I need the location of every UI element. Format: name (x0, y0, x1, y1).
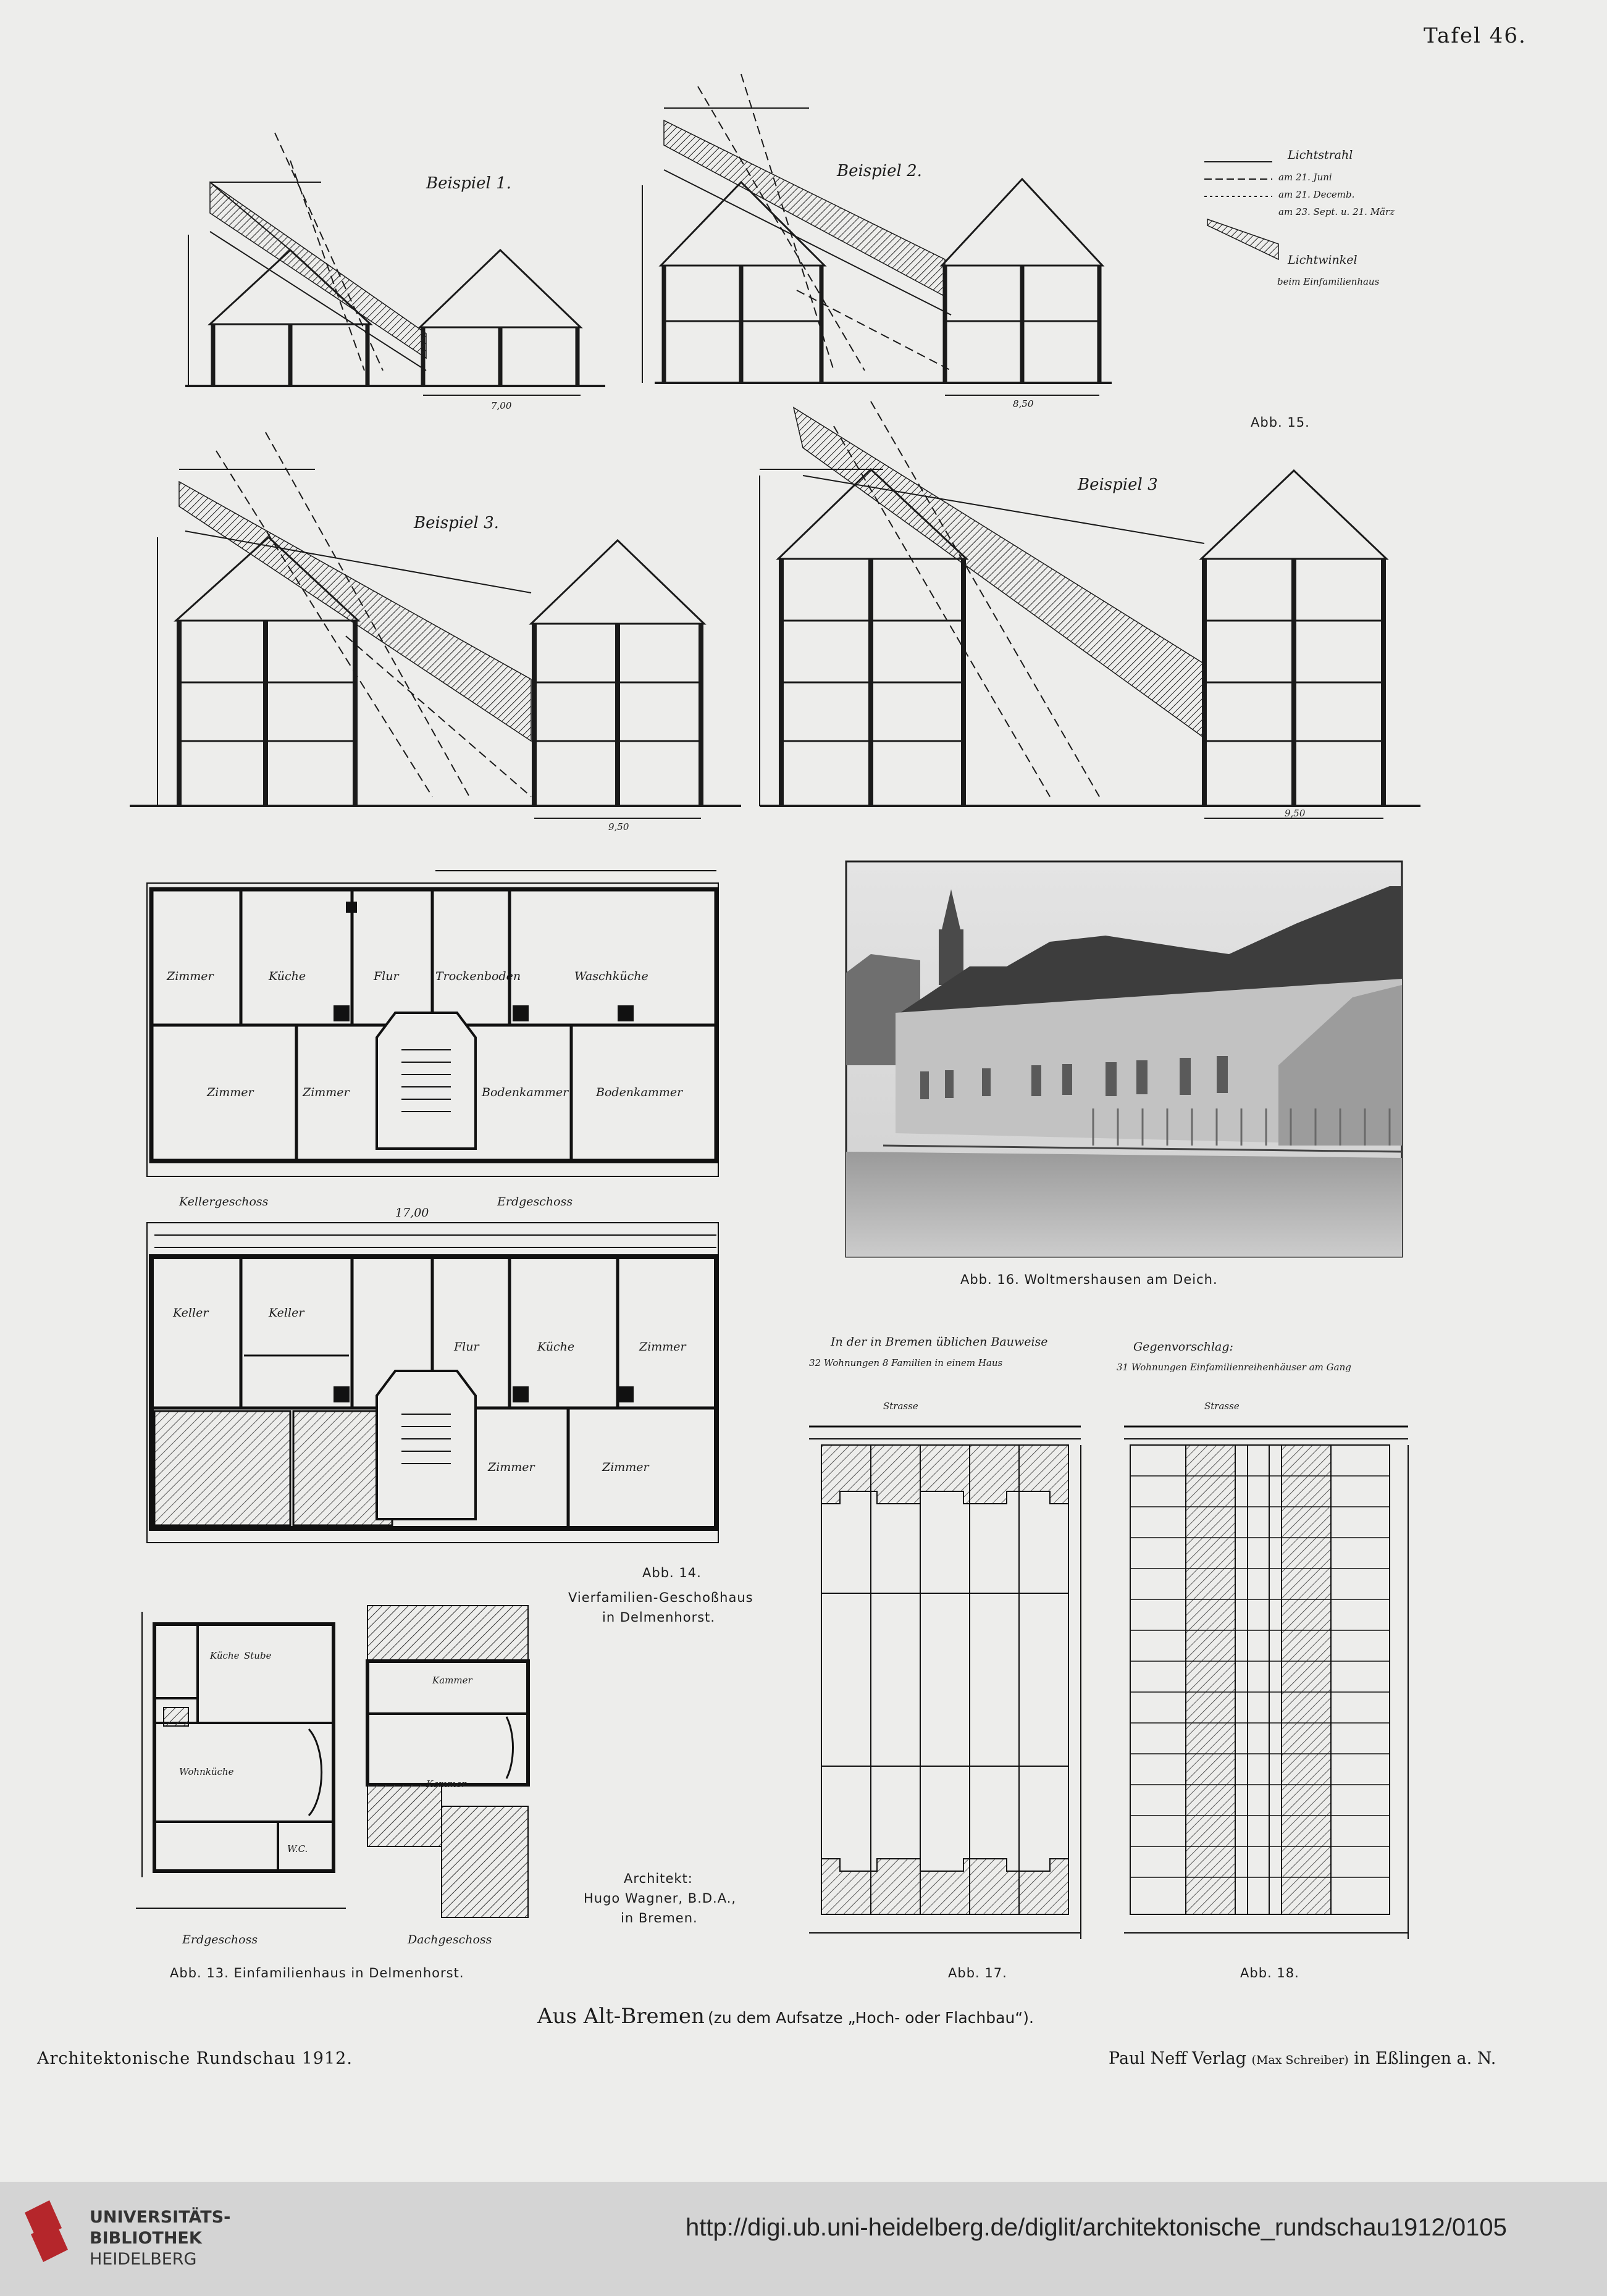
architect-l1: Architekt: (624, 1871, 693, 1886)
abb13-room-kammer-2: Kammer (426, 1779, 466, 1790)
beispiel-3-right-label: Beispiel 3 (1078, 476, 1158, 494)
library-name-3: HEIDELBERG (90, 2250, 197, 2269)
room-b7: Zimmer (602, 1460, 649, 1474)
abb13-caption: Abb. 13. Einfamilienhaus in Delmenhorst. (170, 1966, 464, 1980)
abb13-dachgeschoss: Dachgeschoss (408, 1933, 492, 1946)
abb18-title-2: 31 Wohnungen Einfamilienreihenhäuser am Gang (1117, 1362, 1351, 1373)
page-title-main: Aus Alt-Bremen (537, 2004, 705, 2029)
room-8: Bodenkammer (482, 1086, 569, 1099)
room-5: Waschküche (574, 970, 648, 983)
publisher (1109, 2049, 1496, 2068)
beispiel-3-left-label: Beispiel 3. (414, 514, 499, 532)
room-7: Zimmer (303, 1086, 350, 1099)
room-1: Zimmer (167, 970, 214, 983)
abb18-title-1: Gegenvorschlag: (1133, 1340, 1233, 1354)
legend-title: Lichtstrahl (1288, 148, 1353, 162)
dim-3: 9,50 (608, 821, 629, 832)
abb14-caption-3: in Delmenhorst. (602, 1610, 716, 1625)
library-logo-icon (15, 2200, 71, 2268)
room-3: Flur (374, 970, 399, 983)
abb18-caption: Abb. 18. (1240, 1966, 1299, 1980)
architect-l3: in Bremen. (621, 1911, 698, 1925)
abb14-caption-2: Vierfamilien-Geschoßhaus (568, 1590, 753, 1605)
room-4: Trockenboden (435, 970, 521, 983)
abb17-title-1: In der in Bremen üblichen Bauweise (831, 1335, 1048, 1349)
abb18-street: Strasse (1204, 1401, 1240, 1412)
legend-shade-1: Lichtwinkel (1288, 253, 1357, 267)
legend-december: am 21. Decemb. (1278, 189, 1355, 200)
publisher-editor: (Max Schreiber) (1251, 2053, 1349, 2067)
library-footer (0, 2182, 1607, 2296)
erd-label: Erdgeschoss (497, 1195, 573, 1209)
plate-number: Tafel 46. (1424, 23, 1527, 48)
keller-label: Kellergeschoss (179, 1195, 269, 1209)
room-b1: Keller (173, 1306, 209, 1320)
abb15-caption: Abb. 15. (1251, 415, 1310, 430)
room-b6: Zimmer (488, 1460, 535, 1474)
abb14-caption-1: Abb. 14. (642, 1565, 702, 1580)
abb16-caption: Abb. 16. Woltmershausen am Deich. (960, 1272, 1218, 1287)
page-title-sub: (zu dem Aufsatze „Hoch- oder Flachbau“). (708, 2009, 1034, 2027)
abb13-room-wohnkueche: Wohnküche (179, 1766, 234, 1777)
dim-2: 8,50 (1013, 398, 1034, 409)
abb17-caption: Abb. 17. (948, 1966, 1007, 1980)
publisher-name: Paul Neff Verlag (1109, 2049, 1246, 2068)
room-9: Bodenkammer (596, 1086, 683, 1099)
source-url-link[interactable]: http://digi.ub.uni-heidelberg.de/diglit/architektonische_rundschau1912/0105 (686, 2214, 1507, 2241)
library-name-2: BIBLIOTHEK (90, 2229, 202, 2248)
abb17-street: Strasse (883, 1401, 918, 1412)
abb13-room-kueche: Küche (210, 1650, 240, 1661)
architect-l2: Hugo Wagner, B.D.A., (584, 1891, 737, 1906)
abb13-room-wc: W.C. (287, 1843, 308, 1854)
page-title (537, 2004, 1034, 2029)
room-2: Küche (269, 970, 306, 983)
abb13-erdgeschoss: Erdgeschoss (182, 1933, 258, 1946)
abb13-room-stube: Stube (244, 1650, 272, 1661)
beispiel-2-label: Beispiel 2. (837, 162, 922, 180)
beispiel-1-label: Beispiel 1. (426, 174, 511, 193)
room-b3: Flur (454, 1340, 479, 1354)
legend-equinox: am 23. Sept. u. 21. März (1278, 206, 1395, 217)
publisher-place: in Eßlingen a. N. (1354, 2049, 1496, 2068)
plan-width: 17,00 (395, 1206, 429, 1220)
abb17-title-2: 32 Wohnungen 8 Familien in einem Haus (809, 1357, 1003, 1368)
dim-1: 7,00 (491, 400, 512, 411)
room-b5: Zimmer (639, 1340, 686, 1354)
legend-shade-2: beim Einfamilienhaus (1277, 276, 1380, 287)
journal-name: Architektonische Rundschau 1912. (37, 2049, 353, 2068)
room-6: Zimmer (207, 1086, 254, 1099)
library-name-1: UNIVERSITÄTS- (90, 2208, 231, 2227)
street-photo (846, 861, 1402, 1257)
block-comparison-plans (803, 1396, 1458, 1939)
dim-4: 9,50 (1285, 808, 1306, 819)
room-b2: Keller (269, 1306, 304, 1320)
legend-june: am 21. Juni (1278, 172, 1332, 183)
abb13-room-kammer-1: Kammer (432, 1675, 472, 1686)
room-b4: Küche (537, 1340, 575, 1354)
